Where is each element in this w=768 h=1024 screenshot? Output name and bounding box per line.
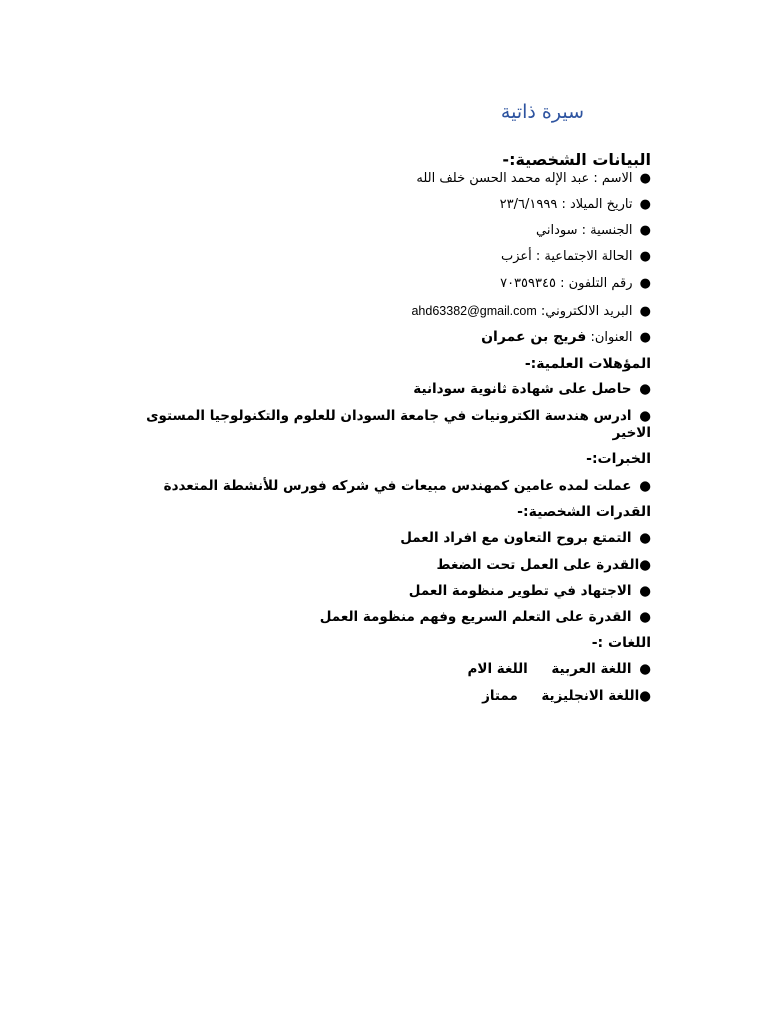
marital-line: [501, 249, 651, 265]
email-line: [411, 303, 651, 320]
bullet-icon: ●: [639, 583, 651, 599]
bullet-icon: ●: [639, 249, 651, 264]
name-label: الاسم :: [593, 171, 633, 186]
phone-line: [500, 276, 651, 292]
language-name: اللغة الانجليزية: [541, 688, 640, 704]
bullet-icon: ●: [639, 661, 651, 677]
skill-item: [400, 530, 651, 546]
bullet-icon: ●: [639, 478, 651, 494]
skill-item: [320, 609, 651, 625]
bullet-icon: ●: [639, 171, 651, 186]
bullet-icon: ●: [639, 609, 651, 625]
skill-text: القدرة على التعلم السريع وفهم منظومة العمل: [319, 609, 632, 625]
skills-heading: القدرات الشخصية:-: [517, 504, 651, 520]
birth-text: تاريخ الميلاد : ٢٣/٦/١٩٩٩: [499, 197, 633, 212]
bullet-icon: ●: [639, 223, 651, 238]
bullet-icon: ●: [639, 688, 651, 704]
personal-heading: البيانات الشخصية:-: [502, 150, 651, 169]
name-value: عبد الإله محمد الحسن خلف الله: [416, 171, 590, 186]
birth-line: [500, 197, 651, 213]
qualification-item: [131, 408, 651, 442]
bullet-icon: ●: [639, 408, 651, 424]
marital-text: الحالة الاجتماعية : أعزب: [500, 249, 633, 264]
bullet-icon: ●: [639, 381, 651, 397]
language-item: [482, 688, 651, 704]
document-title: سيرة ذاتية: [500, 101, 584, 123]
language-level: اللغة الام: [467, 661, 528, 677]
experience-text: عملت لمده عامين كمهندس مبيعات في شركه فورس للأنشطة المتعددة: [163, 478, 632, 494]
email-value: ahd63382@gmail.com: [411, 304, 537, 318]
skill-item: [409, 583, 651, 599]
address-label: العنوان:: [590, 330, 633, 345]
bullet-icon: ●: [639, 557, 651, 573]
address-line: [481, 329, 651, 346]
language-item: [468, 661, 651, 677]
name-line: [416, 171, 651, 187]
experience-heading: الخبرات:-: [586, 451, 651, 467]
skill-text: القدرة على العمل تحت الضغط: [436, 557, 640, 573]
nationality-text: الجنسية : سوداني: [536, 223, 633, 238]
languages-heading: اللغات :-: [591, 635, 651, 651]
language-level: ممتاز: [482, 688, 518, 704]
phone-text: رقم التلفون : ٧٠٣٥٩٣٤٥: [500, 276, 633, 291]
bullet-icon: ●: [639, 197, 651, 212]
qualification-text: حاصل على شهادة ثانوية سودانية: [413, 381, 632, 397]
bullet-icon: ●: [639, 330, 651, 345]
nationality-line: [536, 223, 651, 239]
bullet-icon: ●: [639, 304, 651, 319]
skill-text: الاجتهاد في تطوير منظومة العمل: [408, 583, 632, 599]
bullet-icon: ●: [639, 530, 651, 546]
qualifications-heading: المؤهلات العلمية:-: [524, 356, 651, 372]
qualification-text: ادرس هندسة الكترونيات في جامعة السودان للعلوم والتكنولوجيا المستوى الاخير: [146, 408, 651, 441]
qualification-item: [413, 381, 651, 397]
email-label: البريد الالكتروني:: [540, 304, 633, 319]
bullet-icon: ●: [639, 276, 651, 291]
language-name: اللغة العربية: [551, 661, 632, 677]
skill-text: التمتع بروح التعاون مع افراد العمل: [400, 530, 632, 546]
address-value: فريج بن عمران: [481, 329, 587, 345]
experience-item: [164, 478, 651, 494]
skill-item: [436, 557, 651, 573]
